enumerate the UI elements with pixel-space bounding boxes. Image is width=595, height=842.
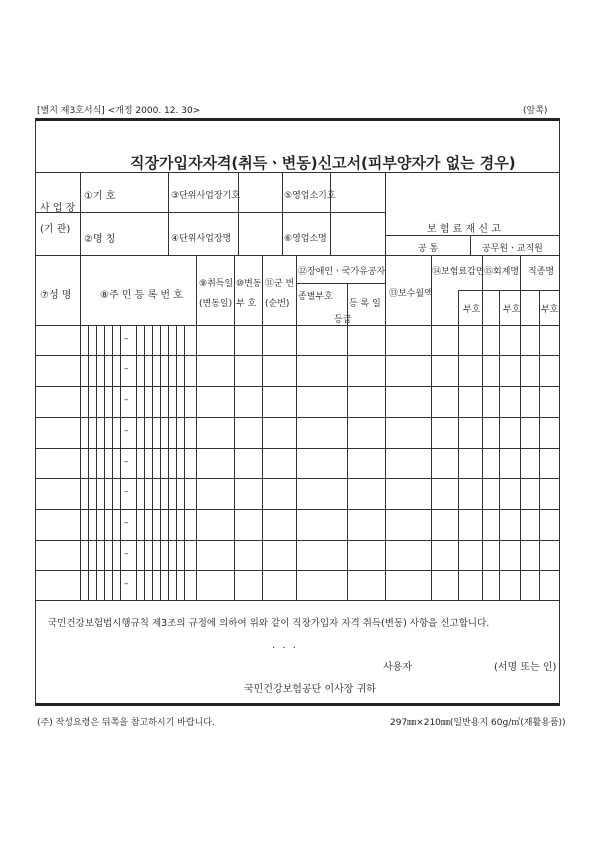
addressee: 국민건강보험공단 이사장 귀하 xyxy=(244,684,376,695)
col-job: 직종명 xyxy=(528,267,555,277)
col-acq-date: ⑨취득일 xyxy=(199,279,234,289)
col-reg-date: 등 록 일 xyxy=(349,299,381,309)
branch-name-label: ⑥영업소명 xyxy=(284,234,327,244)
date-placeholder: . . . xyxy=(272,640,298,651)
col-change-code-sub: 부 호 xyxy=(236,299,257,309)
resident-no-dash: – xyxy=(124,549,129,559)
resident-no-dash: – xyxy=(124,334,129,344)
col-reduction: ⑭보험료감면 xyxy=(432,267,485,277)
page-side: (앞쪽) xyxy=(523,106,548,116)
resident-no-dash: – xyxy=(124,426,129,436)
col-disabled: ⑫장애인ㆍ국가유공자 xyxy=(298,267,386,277)
col-account-code: 부호 xyxy=(503,305,521,315)
employer-code-label: ①기 호 xyxy=(84,191,116,202)
user-label: 사용자 xyxy=(383,662,412,673)
col-grade: 등급 xyxy=(334,315,352,325)
col-reduction-code: 부호 xyxy=(463,305,481,315)
premium-general: 공 통 xyxy=(418,244,439,254)
col-resident-no: ⑧주 민 등 록 번 호 xyxy=(100,290,183,301)
col-job-code: 부호 xyxy=(541,305,559,315)
employer-label-sub: (기 관) xyxy=(40,224,71,235)
employer-label: 사 업 장 xyxy=(40,203,76,214)
col-name: ⑦성 명 xyxy=(40,290,72,301)
col-acq-date-sub: (변동일) xyxy=(199,299,233,309)
resident-no-dash: – xyxy=(124,518,129,528)
declaration-text: 국민건강보험법시행규칙 제3조의 규정에 의하여 위와 같이 직장가입자 자격 취득(변동) 사항을 신고합니다. xyxy=(48,618,490,629)
guide-note: (주) 작성요령은 뒤쪽을 참고하시기 바랍니다. xyxy=(37,718,215,728)
form-number: [별지 제3호서식] <개정 2000. 12. 30> xyxy=(37,106,201,116)
col-account: ⑮회계명 xyxy=(484,267,520,277)
unit-code-label: ③단위사업장기호 xyxy=(171,191,240,201)
premium-public: 공무원ㆍ교직원 xyxy=(482,244,543,254)
col-monthly-pay: ⑬보수월액 xyxy=(389,289,433,299)
col-military-sub: (순번) xyxy=(265,299,290,309)
unit-name-label: ④단위사업장명 xyxy=(171,234,232,244)
employer-name-label: ②명 칭 xyxy=(84,234,116,245)
resident-no-dash: – xyxy=(124,364,129,374)
resident-no-dash: – xyxy=(124,457,129,467)
resident-no-dash: – xyxy=(124,487,129,497)
premium-header: 보 험 료 재 신 고 xyxy=(427,224,501,235)
form-title: 직장가입자자격(취득ㆍ변동)신고서(피부양자가 없는 경우) xyxy=(130,154,516,172)
resident-no-dash: – xyxy=(124,395,129,405)
branch-code-label: ⑤영업소기호 xyxy=(284,191,336,201)
col-military: ⑪군 번 xyxy=(265,279,295,289)
col-change-code: ⑩변동 xyxy=(236,279,262,289)
signature-label: (서명 또는 인) xyxy=(494,662,557,673)
col-type-code: 종별부호 xyxy=(298,292,333,302)
paper-spec: 297㎜×210㎜(일반용지 60g/㎡(재활용품)) xyxy=(390,718,566,728)
resident-no-dash: – xyxy=(124,579,129,589)
